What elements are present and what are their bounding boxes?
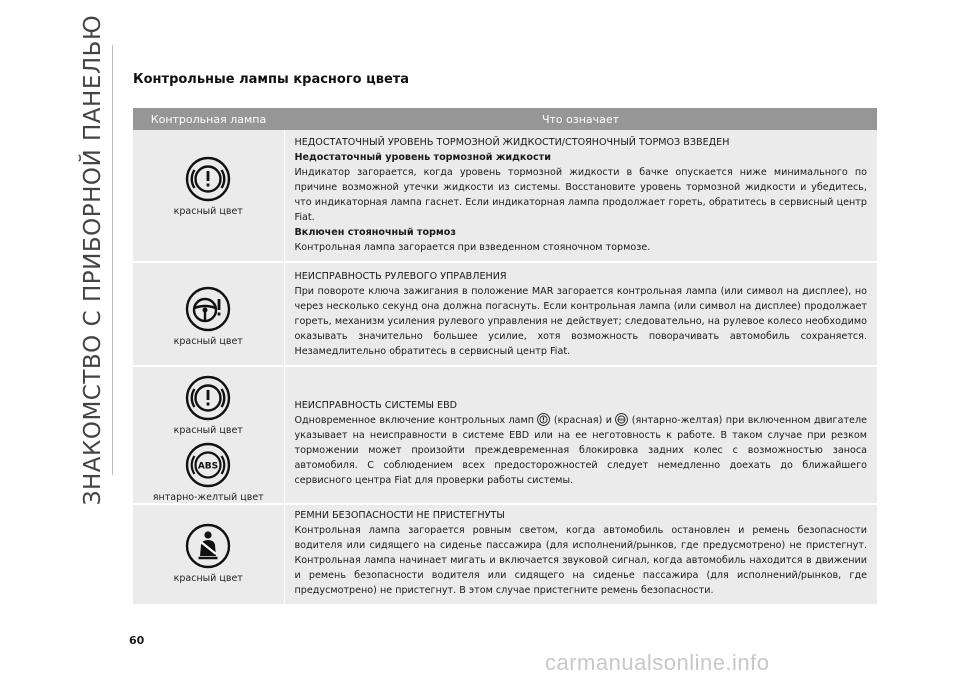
row-subtitle: Включен стояночный тормоз (294, 227, 456, 238)
svg-text:ABS: ABS (618, 417, 626, 422)
table-row (133, 262, 877, 366)
row-description-part: (янтарно-желтая) при включенном двигателе указывает на неисправности в системе EBD или на ее неготовность к работе. В таком случае при резком торможении может произойти преждевременная блокировка задних колес с возможностью заноса автомобиля. С соблюдением всех предосторожностей следует немедленно доехать до ближайшего сервисного центра Fiat для проверки работы системы. (294, 415, 867, 486)
svg-text:ABS: ABS (198, 461, 219, 472)
side-divider (112, 45, 113, 475)
page-heading: Контрольные лампы красного цвета (133, 72, 410, 87)
abs-icon (615, 413, 628, 426)
row-title: НЕИСПРАВНОСТЬ СИСТЕМЫ EBD (294, 400, 458, 411)
row-description (295, 413, 868, 488)
watermark: carmanualsonline.info (545, 650, 770, 675)
brake-warning-icon (185, 375, 231, 421)
page-number: 60 (129, 634, 145, 647)
column-header-lamp: Контрольная лампа (133, 108, 284, 130)
table-header-row (133, 108, 877, 130)
row-subtitle: Недостаточный уровень тормозной жидкости (294, 152, 551, 163)
table-row (133, 366, 877, 504)
brake-warning-icon (537, 413, 550, 426)
meaning-cell (284, 130, 877, 262)
lamp-cell (133, 366, 284, 504)
lamp-cell (133, 130, 284, 262)
steering-warning-icon (185, 286, 231, 332)
side-section-title-text: ЗНАКОМСТВО С ПРИБОРНОЙ ПАНЕЛЬЮ (80, 14, 106, 506)
lamp-color-caption: красный цвет (173, 425, 243, 436)
abs-icon (185, 442, 231, 488)
meaning-cell (284, 504, 877, 605)
lamp-cell (133, 262, 284, 366)
brake-warning-icon (185, 156, 231, 202)
row-title: НЕИСПРАВНОСТЬ РУЛЕВОГО УПРАВЛЕНИЯ (294, 271, 507, 282)
row-description: Контрольная лампа загорается ровным светом, когда автомобиль остановлен и ремень безопасности водителя или сидящего на сиденье пассажира (для исполнений/рынков, где предусмотрено) не пристегнут. Контрольная лампа начинает мигать и включается звуковой сигнал, когда автомобиль находится в движении и ремень безопасности водителя или сидящего на сиденье пассажира (для исполнений/рынков, где предусмотрено) не пристегнут. В этом случае пристегните ремень безопасности. (294, 525, 867, 596)
row-title: РЕМНИ БЕЗОПАСНОСТИ НЕ ПРИСТЕГНУТЫ (294, 510, 505, 521)
lamp-cell (133, 504, 284, 605)
row-title: НЕДОСТАТОЧНЫЙ УРОВЕНЬ ТОРМОЗНОЙ ЖИДКОСТИ/СТОЯНОЧНЫЙ ТОРМОЗ ВЗВЕДЕН (294, 137, 730, 148)
lamp-color-caption: янтарно-желтый цвет (152, 492, 264, 503)
table-row (133, 130, 877, 262)
row-description-part: Одновременное включение контрольных ламп (294, 415, 535, 426)
lamp-color-caption: красный цвет (173, 336, 243, 347)
meaning-cell (284, 262, 877, 366)
column-header-meaning: Что означает (284, 108, 877, 130)
row-description-part: (красная) и (553, 415, 612, 426)
table-row (133, 504, 877, 605)
lamp-color-caption: красный цвет (173, 573, 243, 584)
row-description: Индикатор загорается, когда уровень тормозной жидкости в бачке опускается ниже минимального по причине возможной утечки жидкости из системы. Восстановите уровень тормозной жидкости и убедитесь, что индикаторная лампа гаснет. Если индикаторная лампа продолжает гореть, обратитесь в сервисный центр Fiat. (294, 167, 867, 223)
row-description: При повороте ключа зажигания в положение MAR загорается контрольная лампа (или символ на дисплее), но через несколько секунд она должна погаснуть. Если контрольная лампа (или символ на дисплее) продолжает гореть, механизм усиления рулевого управления не действует; следовательно, на рулевое колесо необходимо оказывать значительно большее усилие, хотя возможность поворачивать автомобиль сохраняется. Незамедлительно обратитесь в сервисный центр Fiat. (294, 286, 867, 357)
row-description: Контрольная лампа загорается при взведенном стояночном тормозе. (294, 242, 651, 253)
side-section-title (78, 14, 108, 506)
warning-lamps-table (133, 108, 877, 606)
seatbelt-icon (185, 523, 231, 569)
lamp-color-caption: красный цвет (173, 206, 243, 217)
meaning-cell (284, 366, 877, 504)
